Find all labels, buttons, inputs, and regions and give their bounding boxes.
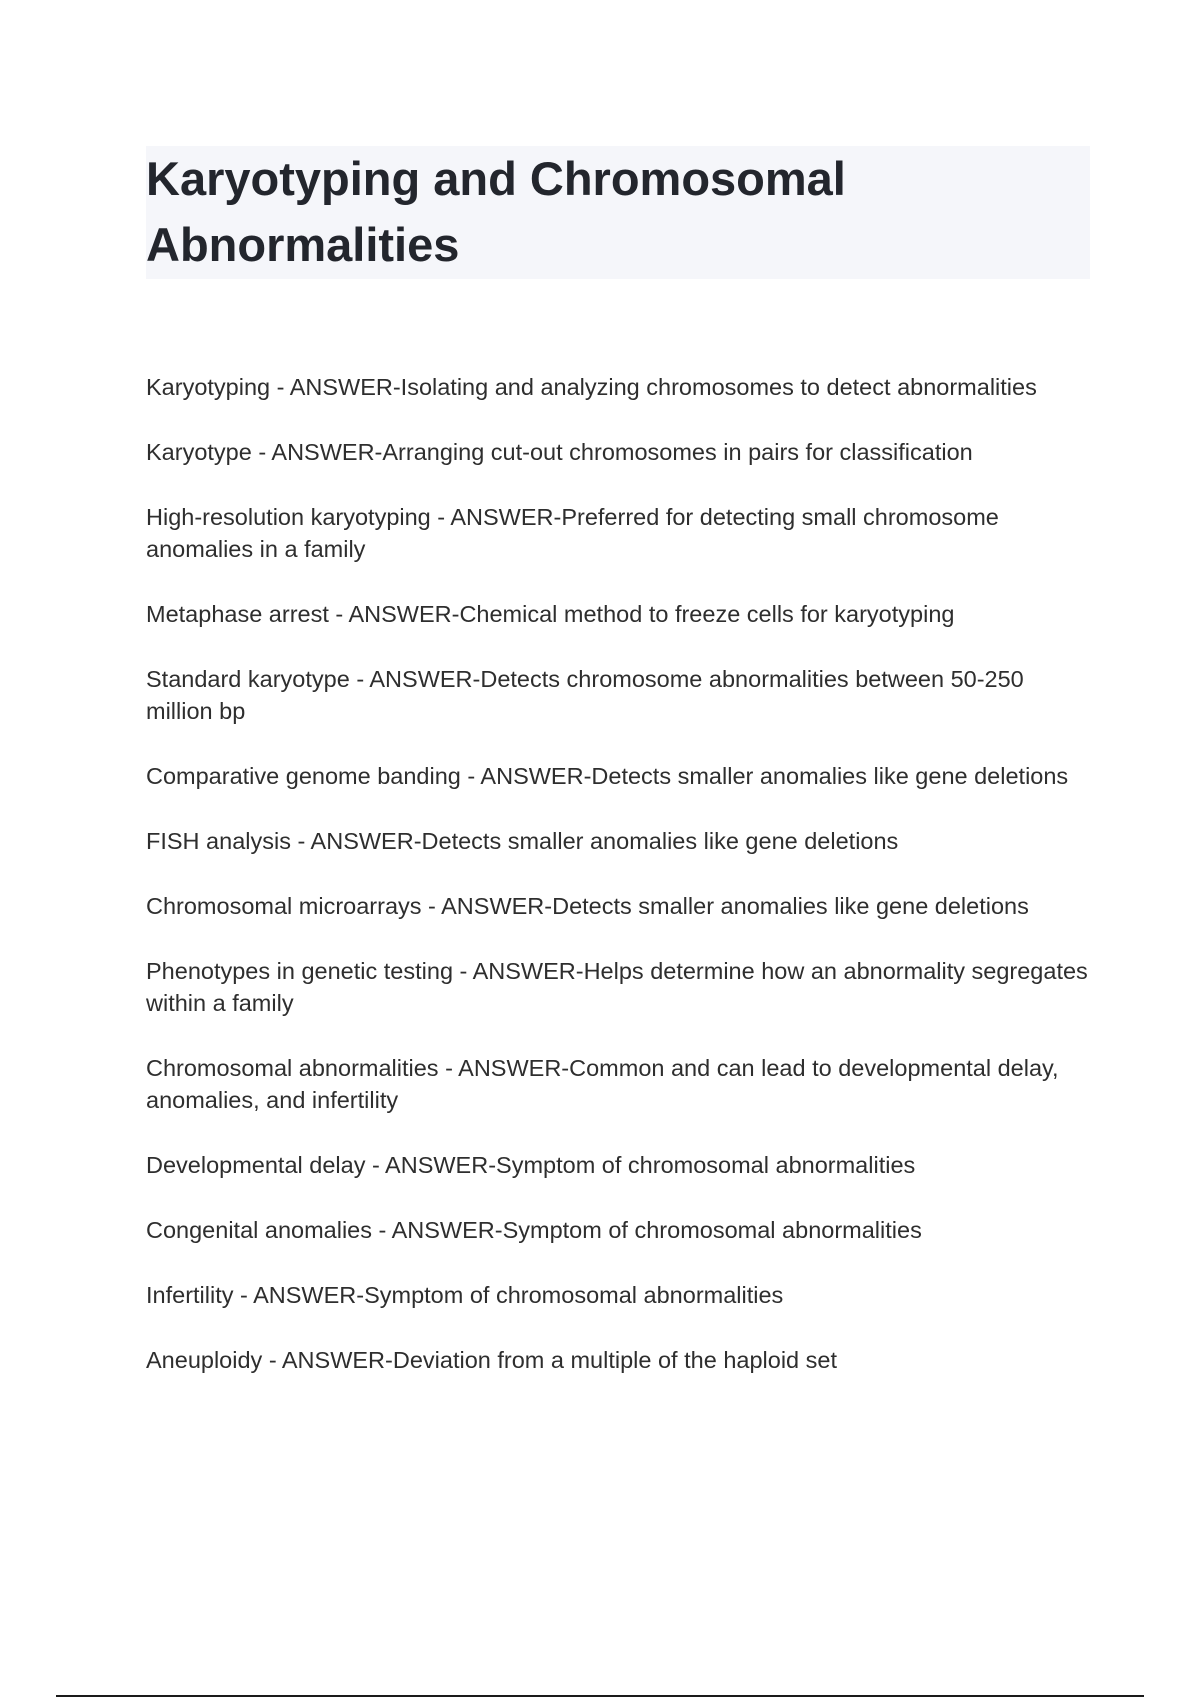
list-item bbox=[146, 663, 1090, 727]
list-item bbox=[146, 598, 1090, 630]
entry-separator: - ANSWER- bbox=[421, 893, 553, 919]
entry-definition: Deviation from a multiple of the haploid set bbox=[392, 1347, 837, 1373]
entry-term: Standard karyotype bbox=[146, 666, 350, 692]
list-item bbox=[146, 1149, 1090, 1181]
entry-term: Comparative genome banding bbox=[146, 763, 461, 789]
entry-term: Developmental delay bbox=[146, 1152, 366, 1178]
entry-definition: Chemical method to freeze cells for karyotyping bbox=[459, 601, 955, 627]
entry-definition: Helps determine how an abnormality segregates within a family bbox=[146, 958, 1088, 1016]
entry-term: Phenotypes in genetic testing bbox=[146, 958, 454, 984]
entry-list bbox=[146, 371, 1090, 1409]
entry-term: Infertility bbox=[146, 1282, 234, 1308]
entry-definition: Detects chromosome abnormalities between 50-250 million bp bbox=[146, 666, 1024, 724]
list-item bbox=[146, 825, 1090, 857]
list-item bbox=[146, 1214, 1090, 1246]
entry-separator: - ANSWER- bbox=[233, 1282, 365, 1308]
entry-definition: Arranging cut-out chromosomes in pairs for classification bbox=[382, 439, 973, 465]
entry-term: Karyotyping bbox=[146, 374, 271, 400]
entry-separator: - ANSWER- bbox=[438, 1055, 570, 1081]
entry-definition: Detects smaller anomalies like gene deletions bbox=[552, 893, 1029, 919]
list-item bbox=[146, 436, 1090, 468]
entry-term: Karyotype bbox=[146, 439, 252, 465]
entry-separator: - ANSWER- bbox=[290, 828, 422, 854]
list-item bbox=[146, 501, 1090, 565]
footer-divider bbox=[56, 1695, 1144, 1697]
list-item bbox=[146, 760, 1090, 792]
entry-definition: Isolating and analyzing chromosomes to detect abnormalities bbox=[400, 374, 1037, 400]
entry-term: FISH analysis bbox=[146, 828, 291, 854]
entry-separator: - ANSWER- bbox=[328, 601, 460, 627]
entry-term: Aneuploidy bbox=[146, 1347, 263, 1373]
entry-definition: Preferred for detecting small chromosome anomalies in a family bbox=[146, 504, 999, 562]
entry-definition: Common and can lead to developmental delay, anomalies, and infertility bbox=[146, 1055, 1059, 1113]
entry-term: High-resolution karyotyping bbox=[146, 504, 431, 530]
entry-definition: Symptom of chromosomal abnormalities bbox=[496, 1152, 916, 1178]
list-item bbox=[146, 1052, 1090, 1116]
entry-separator: - ANSWER- bbox=[349, 666, 481, 692]
entry-separator: - ANSWER- bbox=[453, 958, 584, 984]
entry-separator: - ANSWER- bbox=[270, 374, 401, 400]
list-item bbox=[146, 1279, 1090, 1311]
page-title: Karyotyping and Chromosomal Abnormalities bbox=[146, 152, 846, 271]
entry-term: Congenital anomalies bbox=[146, 1217, 373, 1243]
list-item bbox=[146, 1344, 1090, 1376]
entry-separator: - ANSWER- bbox=[460, 763, 592, 789]
entry-separator: - ANSWER- bbox=[251, 439, 383, 465]
list-item bbox=[146, 371, 1090, 403]
list-item bbox=[146, 955, 1090, 1019]
entry-term: Metaphase arrest bbox=[146, 601, 329, 627]
entry-definition: Detects smaller anomalies like gene deletions bbox=[421, 828, 899, 854]
title-block bbox=[146, 146, 1090, 279]
entry-term: Chromosomal abnormalities bbox=[146, 1055, 439, 1081]
entry-term: Chromosomal microarrays bbox=[146, 893, 422, 919]
entry-separator: - ANSWER- bbox=[372, 1217, 503, 1243]
entry-separator: - ANSWER- bbox=[430, 504, 562, 530]
entry-definition: Symptom of chromosomal abnormalities bbox=[364, 1282, 784, 1308]
entry-definition: Detects smaller anomalies like gene deletions bbox=[591, 763, 1069, 789]
list-item bbox=[146, 890, 1090, 922]
entry-definition: Symptom of chromosomal abnormalities bbox=[502, 1217, 922, 1243]
entry-separator: - ANSWER- bbox=[262, 1347, 393, 1373]
entry-separator: - ANSWER- bbox=[365, 1152, 497, 1178]
